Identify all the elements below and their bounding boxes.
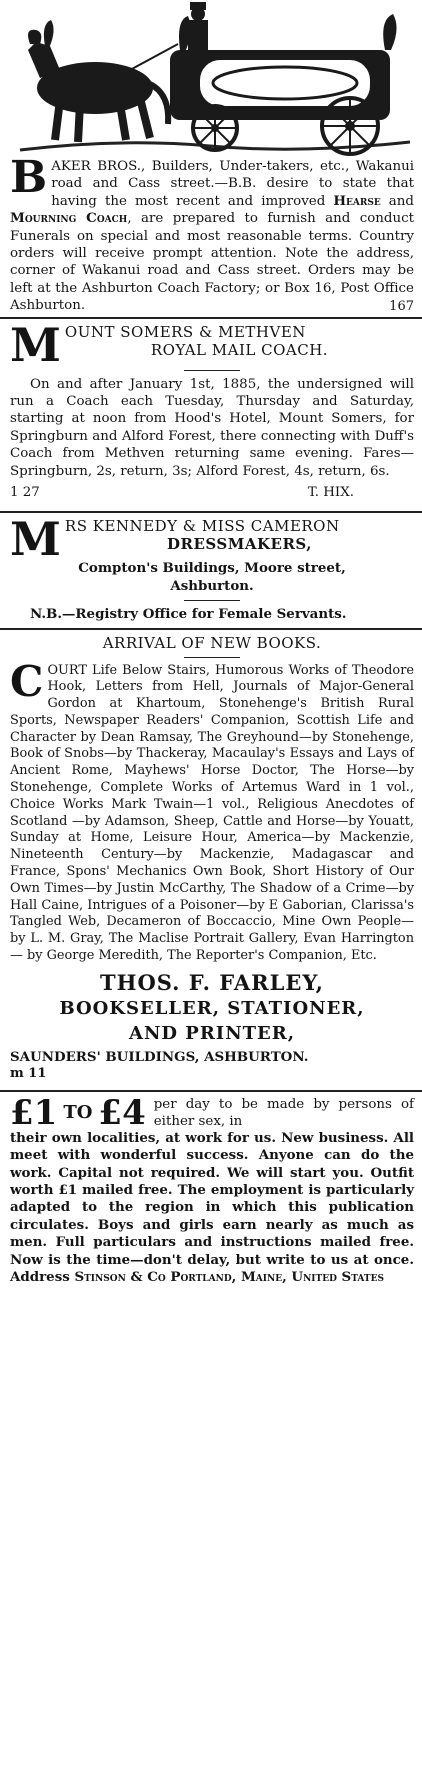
drop-cap: M [10,512,61,567]
amount-2: £4 [98,1092,146,1133]
dressmakers-title-1: RS KENNEDY & MISS CAMERON [64,517,340,536]
coach-title-2: ROYAL MAIL COACH. [150,340,329,359]
divider-short [184,370,240,371]
seller-role-1: BOOKSELLER, STATIONER, [59,997,365,1019]
coach-signature: T. HIX. [307,485,354,501]
money-advertisement [0,1092,422,1287]
books-heading: ARRIVAL OF NEW BOOKS. [102,633,322,652]
books-body: COURT Life Below Stairs, Humorous Works of Theodore Hook, Letters from Hell, Journals of Major-General Gordon at Khartoum, Stonehenge's British Rural Sports, Newspaper Readers' Companion, Scottish Life and Character by Dean Ramsay, The Greyhound—by Stonehenge, Book of Snobs—by Thackeray, Macaulay's Essays and Lays of Ancient Rome, Mayhews' Horse Doctor, The Horse—by Stonehenge, Complete Works of Artemus Ward in 1 vol., Choice Works Mark Twain—1 vol., Religious Anecdotes of Scotland —by Adamson, Sheep, Cattle and Horse—by Youatt, Sunday at Home, Leisure Hour, America—by Mackenzie, Nineteenth Century—by Mackenzie, Madagascar and France, Spons' Mechanics Own Book, Short History of Our Own Times—by Justin McCarthy, The Shadow of a Crime—by Hall Caine, Intrigues of a Poisoner—by E Gaborian, Clarissa's Tangled Web, Decameron of Boccaccio, Mine Own People—by L. M. Gray, The Maclise Portrait Gallery, Evan Harrington — by George Meredith, The Reporter's Companion, Etc. [10,656,414,964]
seller-address: SAUNDERS' BUILDINGS, ASHBURTON. [10,1048,309,1065]
baker-ref: 167 [389,298,414,314]
money-address: Stinson & Co Portland, Maine, United States [74,1269,384,1286]
drop-cap: M [10,317,61,372]
money-body: their own localities, at work for us. New business. All meet with wonderful success. Anyone can do the work. Capital not required. We will start you. Outfit worth £1 mailed free. The employment is particularly adapted to the region in which this publication circulates. Boys and girls earn nearly as much as men. Full particulars and instructions mailed free. Now is the time—don't delay, but write to us at once. Address Stinson & Co Portland, Maine, United States [10,1129,414,1286]
money-lead: per day to be made by persons of either sex, in [153,1096,414,1129]
hearse-engraving [0,0,422,160]
dressmakers-title-2: DRESSMAKERS, [166,535,312,554]
divider-short [184,600,240,601]
drop-cap: B [10,152,48,203]
divider-short [184,657,240,658]
dressmakers-advertisement [0,512,422,623]
coach-advertisement [0,317,422,501]
drop-cap: C [10,656,44,706]
baker-bros-advertisement [0,152,422,314]
divider [0,628,422,630]
dressmakers-address-1: Compton's Buildings, Moore street, [78,560,346,577]
books-ref: m 11 [10,1065,47,1081]
coach-ref: 1 27 [10,485,40,501]
amount-1: £1 [10,1092,58,1133]
hearse-illustration [0,0,422,160]
amount-to: TO [63,1102,93,1124]
seller-role-2: AND PRINTER, [128,1022,295,1044]
divider [0,511,422,513]
books-advertisement [0,634,422,1082]
coach-body: On and after January 1st, 1885, the undersigned will run a Coach each Tuesday, Thursday and Saturday, starting at noon from Hood's Hotel, Mount Somers, for Springburn and Alford Forest, there connecting with Duff's Coach from Methven returning same evening. Fares—Springburn, 2s, return, 3s; Alford Forest, 4s, return, 6s. [10,376,414,479]
dressmakers-address-2: Ashburton. [170,578,254,595]
baker-bros-text: BAKER BROS., Builders, Under-takers, etc., Wakanui road and Cass street.—B.B. desire to state that having the most recent and improved Hearse and Mourning Coach, are prepared to furnish and conduct Funerals on special and most reasonable terms. Country orders will receive prompt attention. Note the address, corner of Wakanui road and Cass street. Orders may be left at the Ashburton Coach Factory; or Box 16, Post Office Ashburton. [10,152,414,314]
seller-name: THOS. F. FARLEY, [99,969,324,995]
divider [0,1090,422,1092]
dressmakers-nb: N.B.—Registry Office for Female Servants. [30,606,347,623]
divider [0,317,422,319]
coach-title-1: OUNT SOMERS & METHVEN [64,322,306,341]
